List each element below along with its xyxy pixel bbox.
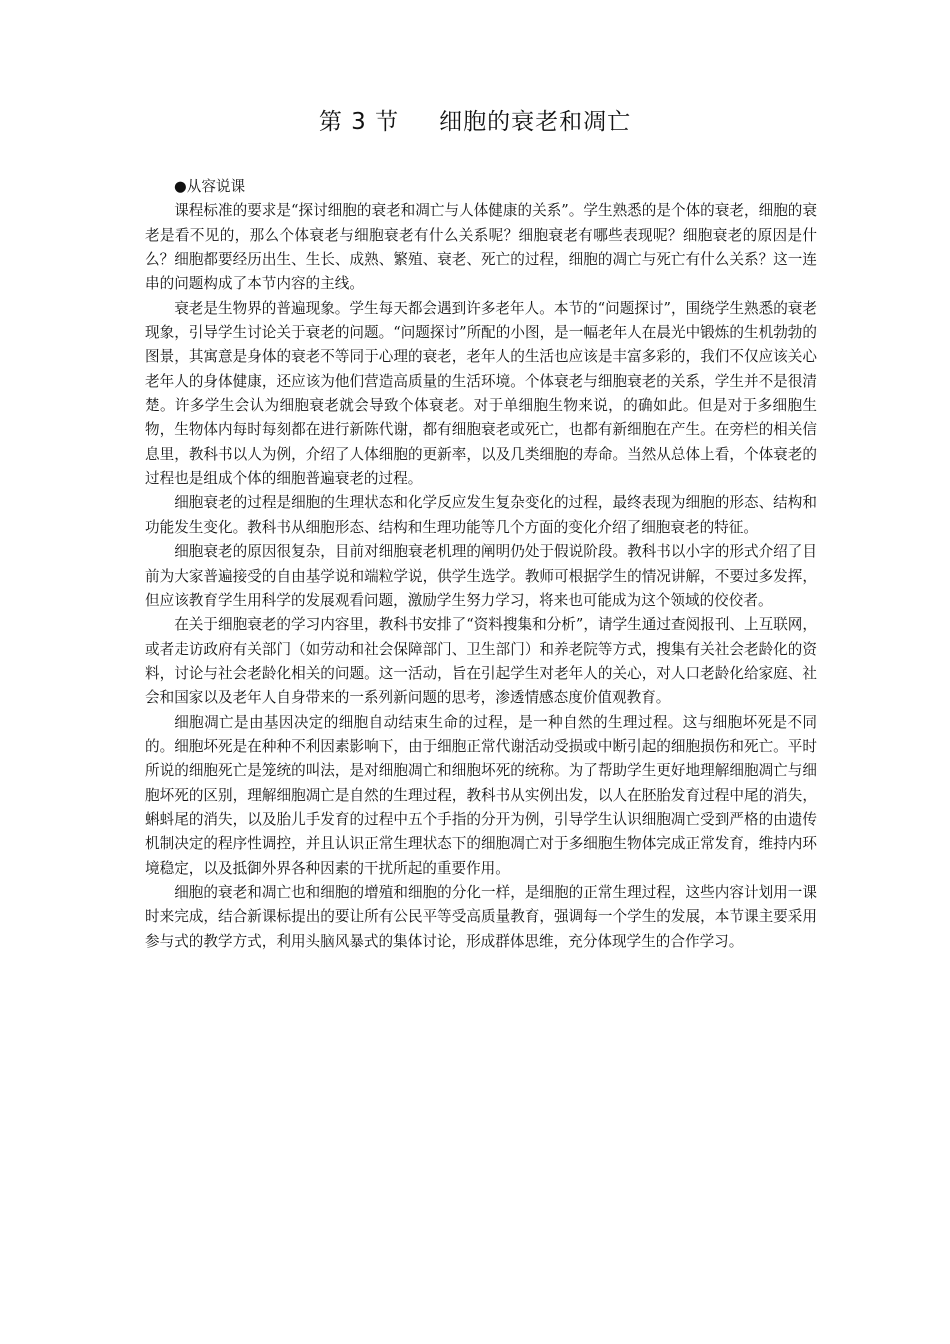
section-number: 第 3 节 bbox=[318, 109, 400, 135]
paragraph-5: 在关于细胞衰老的学习内容里，教科书安排了“资料搜集和分析”，请学生通过查阅报刊、上互联网，或者走访政府有关部门（如劳动和社会保障部门、卫生部门）和养老院等方式，搜集有关社会老龄化的资料，讨论与社会老龄化相关的问题。这一活动，旨在引起学生对老年人的关心，对人口老龄化给家庭、社会和国家以及老年人自身带来的一系列新问题的思考，渗透情感态度价值观教育。 bbox=[145, 616, 817, 707]
section-title: 细胞的衰老和凋亡 bbox=[439, 109, 632, 135]
paragraph-7: 细胞的衰老和凋亡也和细胞的增殖和细胞的分化一样，是细胞的正常生理过程，这些内容计划用一课时来完成，结合新课标提出的要让所有公民平等受高质量教育，强调每一个学生的发展，本节课主要采用参与式的教学方式，利用头脑风暴式的集体讨论，形成群体思维，充分体现学生的合作学习。 bbox=[145, 883, 817, 950]
paragraph-6: 细胞凋亡是由基因决定的细胞自动结束生命的过程，是一种自然的生理过程。这与细胞坏死是不同的。细胞坏死是在种种不利因素影响下，由于细胞正常代谢活动受损或中断引起的细胞损伤和死亡。平时所说的细胞死亡是笼统的叫法，是对细胞凋亡和细胞坏死的统称。为了帮助学生更好地理解细胞凋亡与细胞坏死的区别，理解细胞凋亡是自然的生理过程，教科书从实例出发，以人在胚胎发育过程中尾的消失，蝌蚪尾的消失，以及胎儿手发育的过程中五个手指的分开为例，引导学生认识细胞凋亡受到严格的由遗传机制决定的程序性调控，并且认识正常生理状态下的细胞凋亡对于多细胞生物体完成正常发育，维持内环境稳定，以及抵御外界各种因素的干扰所起的重要作用。 bbox=[145, 713, 817, 877]
paragraph-4: 细胞衰老的原因很复杂，目前对细胞衰老机理的阐明仍处于假说阶段。教科书以小字的形式介绍了目前为大家普遍接受的自由基学说和端粒学说，供学生选学。教师可根据学生的情况讲解，不要过多发挥，但应该教育学生用科学的发展观看问题，激励学生努力学习，将来也可能成为这个领域的佼佼者。 bbox=[145, 543, 817, 609]
document-body bbox=[145, 175, 817, 954]
paragraph-3: 细胞衰老的过程是细胞的生理状态和化学反应发生复杂变化的过程，最终表现为细胞的形态、结构和功能发生变化。教科书从细胞形态、结构和生理功能等几个方面的变化介绍了细胞衰老的特征。 bbox=[145, 494, 817, 536]
section-heading: ●从容说课 bbox=[174, 178, 246, 195]
paragraph-1: 课程标准的要求是“探讨细胞的衰老和凋亡与人体健康的关系”。学生熟悉的是个体的衰老，细胞的衰老是看不见的，那么个体衰老与细胞衰老有什么关系呢？细胞衰老有哪些表现呢？细胞衰老的原因是什么？细胞都要经历出生、生长、成熟、繁殖、衰老、死亡的过程，细胞的凋亡与死亡有什么关系？这一连串的问题构成了本节内容的主线。 bbox=[145, 202, 817, 293]
page-title bbox=[0, 103, 950, 136]
paragraph-2: 衰老是生物界的普遍现象。学生每天都会遇到许多老年人。本节的“问题探讨”，围绕学生熟悉的衰老现象，引导学生讨论关于衰老的问题。“问题探讨”所配的小图，是一幅老年人在晨光中锻炼的生机勃勃的图景，其寓意是身体的衰老不等同于心理的衰老，老年人的生活也应该是丰富多彩的，我们不仅应该关心老年人的身体健康，还应该为他们营造高质量的生活环境。个体衰老与细胞衰老的关系，学生并不是很清楚。许多学生会认为细胞衰老就会导致个体衰老。对于单细胞生物来说，的确如此。但是对于多细胞生物，生物体内每时每刻都在进行新陈代谢，都有细胞衰老或死亡，也都有新细胞在产生。在旁栏的相关信息里，教科书以人为例，介绍了人体细胞的更新率，以及几类细胞的寿命。当然从总体上看，个体衰老的过程也是组成个体的细胞普遍衰老的过程。 bbox=[145, 299, 817, 488]
